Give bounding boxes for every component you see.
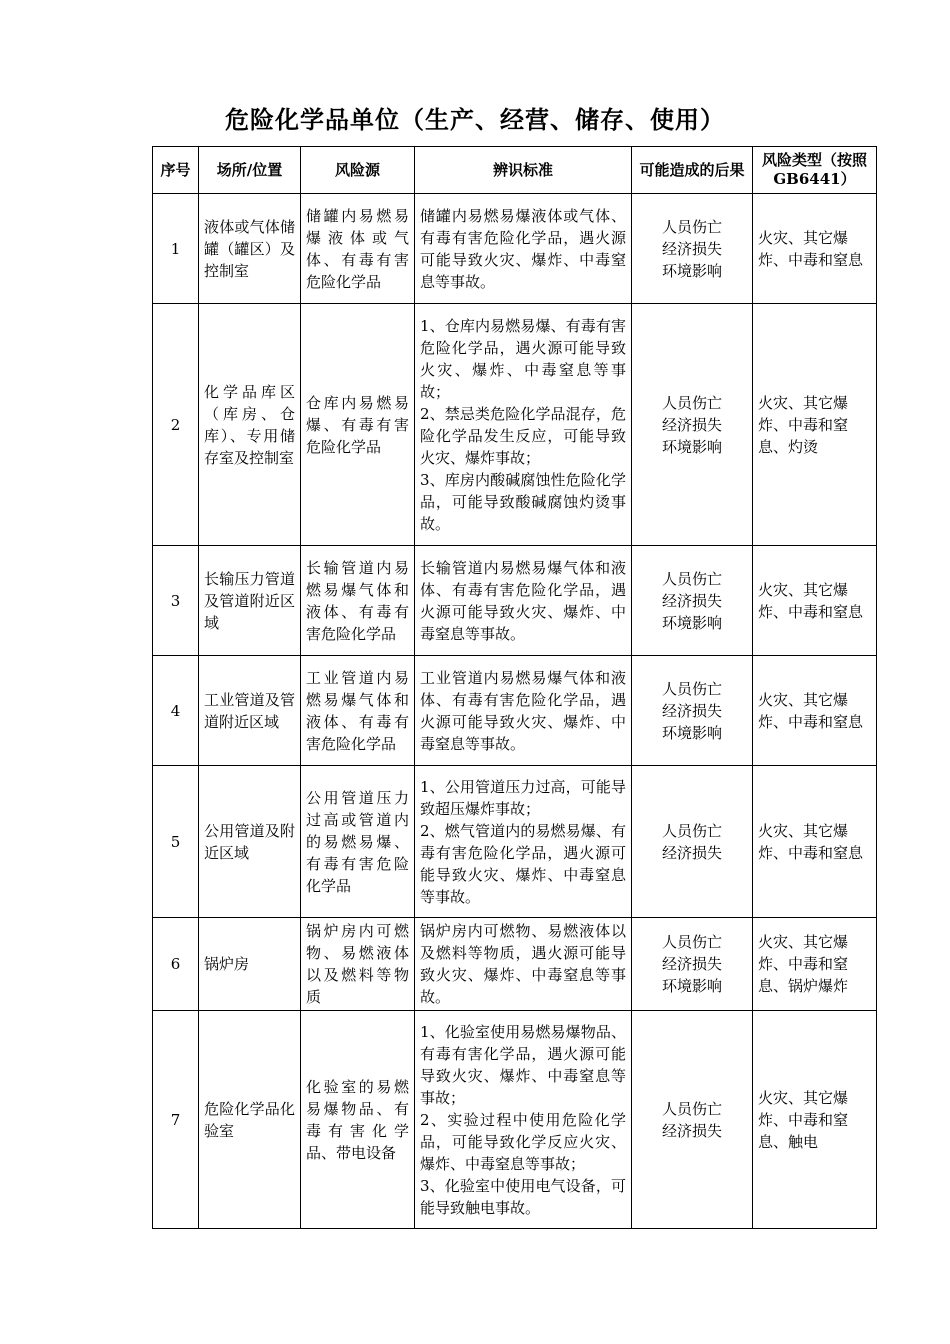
consequence-line: 环境影响	[661, 613, 722, 632]
row-source: 工业管道内易燃易爆气体和液体、有毒有害危险化学品	[301, 656, 415, 766]
row-no: 3	[153, 546, 199, 656]
consequence-line: 环境影响	[661, 261, 722, 280]
row-consequence	[632, 194, 753, 304]
row-no: 7	[153, 1011, 199, 1229]
row-place: 锅炉房	[199, 918, 301, 1011]
standard-line: 锅炉房内可燃物、易燃液体以及燃料等物质，遇火源可能导致火灾、爆炸、中毒窒息等事故。	[420, 922, 626, 1006]
standard-line: 1、化验室使用易燃易爆物品、有毒有害化学品，遇火源可能导致火灾、爆炸、中毒窒息等事故；	[420, 1022, 626, 1107]
standard-line: 储罐内易燃易爆液体或气体、有毒有害危险化学品，遇火源可能导致火灾、爆炸、中毒窒息等事故。	[420, 206, 626, 291]
standard-line: 长输管道内易燃易爆气体和液体、有毒有害危险化学品，遇火源可能导致火灾、爆炸、中毒窒息等事故。	[420, 558, 626, 643]
row-source: 长输管道内易燃易爆气体和液体、有毒有害危险化学品	[301, 546, 415, 656]
header-standard: 辨识标准	[415, 147, 632, 194]
standard-line: 3、库房内酸碱腐蚀性危险化学品，可能导致酸碱腐蚀灼烫事故。	[420, 470, 626, 533]
header-type: 风险类型（按照GB6441）	[753, 147, 877, 194]
table-row	[153, 546, 877, 656]
consequence-line: 人员伤亡	[661, 1099, 722, 1118]
consequence-line: 人员伤亡	[661, 933, 722, 951]
consequence-line: 经济损失	[661, 1121, 722, 1140]
row-place: 液体或气体储罐（罐区）及控制室	[199, 194, 301, 304]
row-place: 危险化学品化验室	[199, 1011, 301, 1229]
risk-table	[152, 146, 877, 1229]
consequence-line: 人员伤亡	[661, 569, 722, 588]
row-place: 工业管道及管道附近区域	[199, 656, 301, 766]
consequence-line: 环境影响	[661, 437, 722, 456]
consequence-line: 人员伤亡	[661, 679, 722, 698]
row-no: 5	[153, 766, 199, 918]
row-type: 火灾、其它爆炸、中毒和窒息、触电	[753, 1011, 877, 1229]
row-standard	[415, 918, 632, 1011]
table-row	[153, 304, 877, 546]
header-no: 序号	[153, 147, 199, 194]
table-row	[153, 656, 877, 766]
row-consequence	[632, 304, 753, 546]
row-consequence	[632, 546, 753, 656]
row-type: 火灾、其它爆炸、中毒和窒息	[753, 656, 877, 766]
consequence-line: 经济损失	[661, 591, 722, 610]
row-standard	[415, 656, 632, 766]
row-source: 锅炉房内可燃物、易燃液体以及燃料等物质	[301, 918, 415, 1011]
consequence-line: 经济损失	[661, 701, 722, 720]
page-title: 危险化学品单位（生产、经营、储存、使用）	[225, 105, 725, 134]
consequence-line: 人员伤亡	[661, 217, 722, 236]
row-standard	[415, 766, 632, 918]
consequence-line: 经济损失	[661, 843, 722, 862]
row-type: 火灾、其它爆炸、中毒和窒息、锅炉爆炸	[753, 918, 877, 1011]
row-no: 1	[153, 194, 199, 304]
row-consequence	[632, 656, 753, 766]
header-source: 风险源	[301, 147, 415, 194]
standard-line: 2、实验过程中使用危险化学品，可能导致化学反应火灾、爆炸、中毒窒息等事故；	[420, 1110, 626, 1173]
standard-line: 2、禁忌类危险化学品混存，危险化学品发生反应，可能导致火灾、爆炸事故；	[420, 404, 626, 467]
row-place: 化学品库区（库房、仓库）、专用储存室及控制室	[199, 304, 301, 546]
standard-line: 3、化验室中使用电气设备，可能导致触电事故。	[420, 1176, 626, 1217]
table-row	[153, 766, 877, 918]
header-place: 场所/位置	[199, 147, 301, 194]
row-no: 4	[153, 656, 199, 766]
standard-line: 1、仓库内易燃易爆、有毒有害危险化学品，遇火源可能导致火灾、爆炸、中毒窒息等事故；	[420, 316, 626, 401]
header-consequence: 可能造成的后果	[632, 147, 753, 194]
row-no: 2	[153, 304, 199, 546]
row-source: 仓库内易燃易爆、有毒有害危险化学品	[301, 304, 415, 546]
row-type: 火灾、其它爆炸、中毒和窒息、灼烫	[753, 304, 877, 546]
row-source: 储罐内易燃易爆液体或气体、有毒有害危险化学品	[301, 194, 415, 304]
row-standard	[415, 546, 632, 656]
row-standard	[415, 1011, 632, 1229]
standard-line: 1、公用管道压力过高，可能导致超压爆炸事故；	[420, 777, 626, 818]
table-row	[153, 1011, 877, 1229]
consequence-line: 经济损失	[661, 239, 722, 258]
standard-line: 2、燃气管道内的易燃易爆、有毒有害危险化学品，遇火源可能导致火灾、爆炸、中毒窒息等事故。	[420, 821, 626, 906]
row-standard	[415, 304, 632, 546]
row-consequence	[632, 918, 753, 1011]
row-type: 火灾、其它爆炸、中毒和窒息	[753, 766, 877, 918]
row-source: 化验室的易燃易爆物品、有毒有害化学品、带电设备	[301, 1011, 415, 1229]
consequence-line: 人员伤亡	[661, 821, 722, 840]
row-source: 公用管道压力过高或管道内的易燃易爆、有毒有害危险化学品	[301, 766, 415, 918]
row-no: 6	[153, 918, 199, 1011]
consequence-line: 人员伤亡	[661, 393, 722, 412]
consequence-line: 环境影响	[661, 723, 722, 742]
table-row	[153, 194, 877, 304]
consequence-line: 经济损失	[661, 415, 722, 434]
row-type: 火灾、其它爆炸、中毒和窒息	[753, 546, 877, 656]
row-standard	[415, 194, 632, 304]
row-place: 公用管道及附近区域	[199, 766, 301, 918]
consequence-line: 环境影响	[661, 977, 722, 995]
table-header-row	[153, 147, 877, 194]
standard-line: 工业管道内易燃易爆气体和液体、有毒有害危险化学品，遇火源可能导致火灾、爆炸、中毒窒息等事故。	[420, 668, 626, 753]
row-consequence	[632, 766, 753, 918]
row-place: 长输压力管道及管道附近区域	[199, 546, 301, 656]
row-consequence	[632, 1011, 753, 1229]
row-type: 火灾、其它爆炸、中毒和窒息	[753, 194, 877, 304]
consequence-line: 经济损失	[661, 955, 722, 973]
table-row	[153, 918, 877, 1011]
